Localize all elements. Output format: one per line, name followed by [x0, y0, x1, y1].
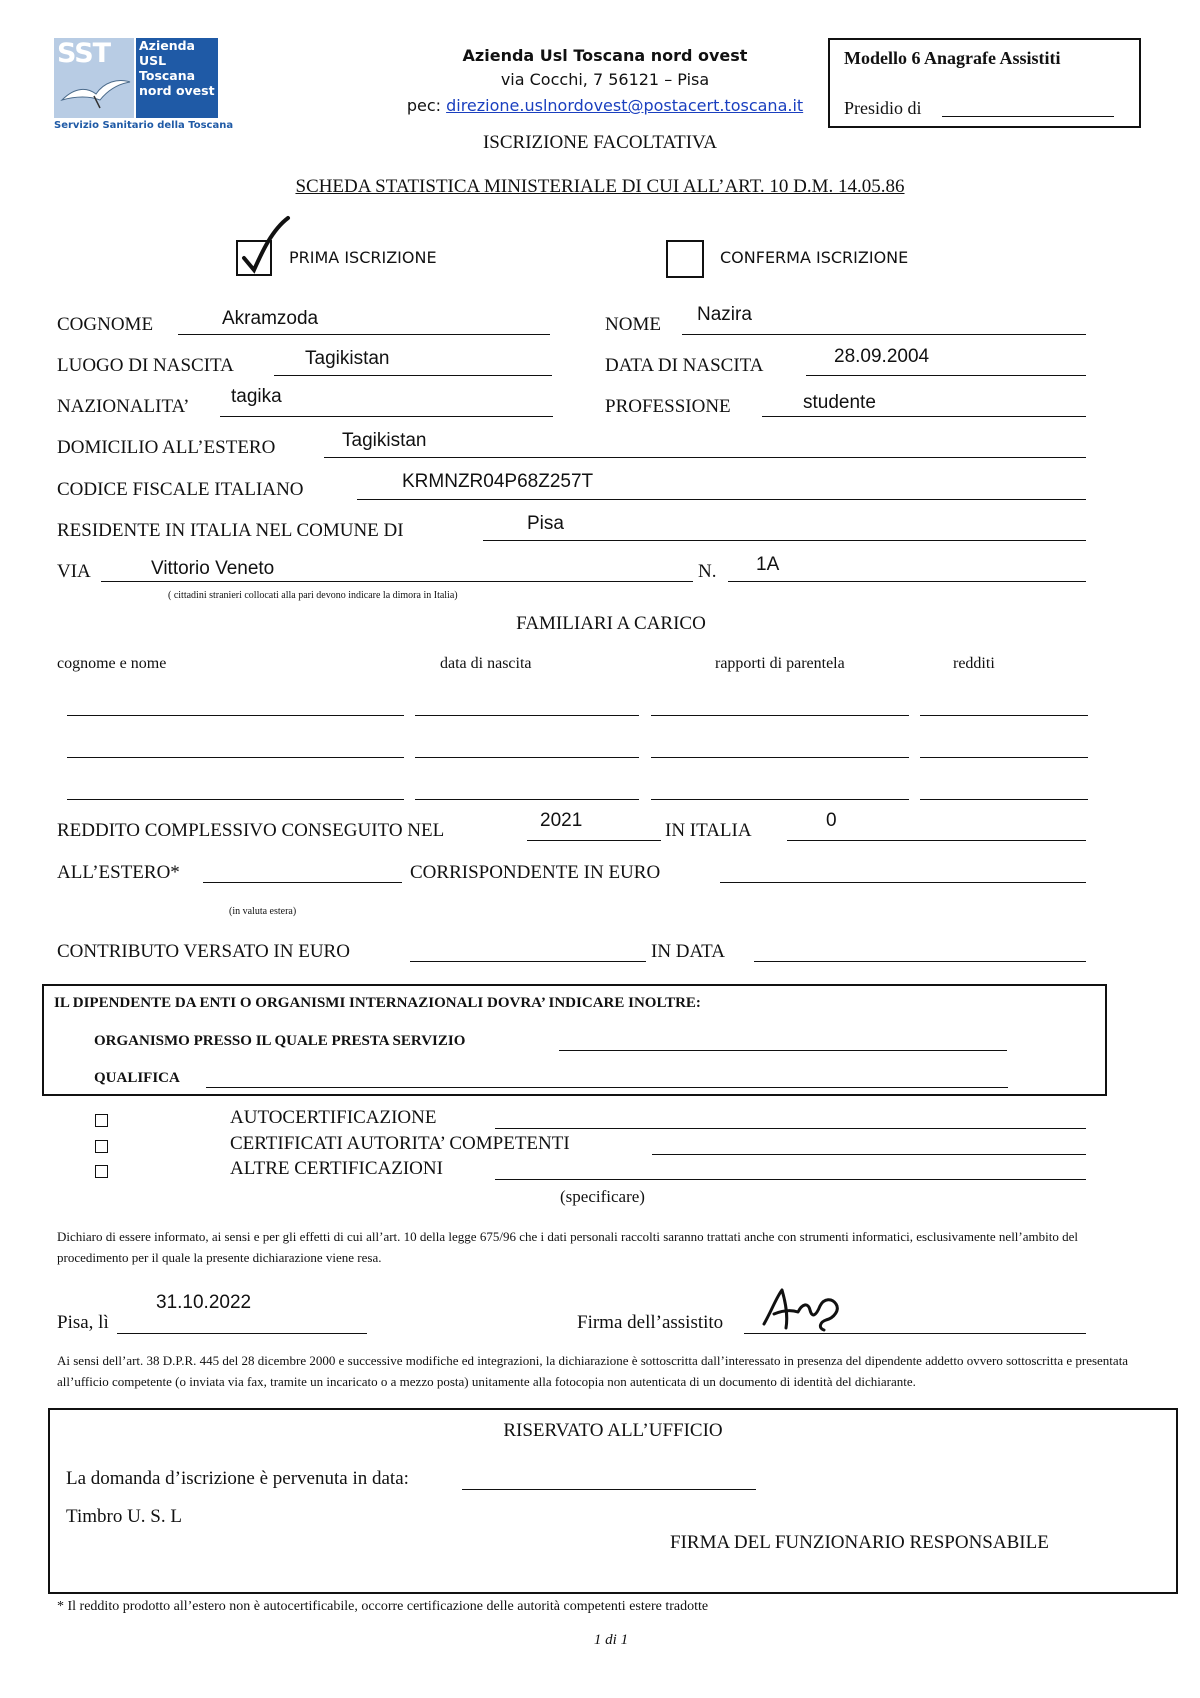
presidio-field[interactable] — [942, 116, 1114, 117]
familiare-data-field[interactable] — [415, 715, 639, 716]
org-name: Azienda Usl Toscana nord ovest — [462, 46, 748, 65]
logo-sst-text: SST — [57, 38, 111, 69]
logo-line: USL — [139, 53, 167, 68]
logo-caption: Servizio Sanitario della Toscana — [54, 120, 234, 131]
nome-label: NOME — [605, 314, 661, 335]
codice-fiscale-field[interactable] — [357, 499, 1086, 500]
logo-bird-panel — [54, 38, 134, 118]
signature-mark — [758, 1280, 848, 1336]
certificati-autorita-checkbox[interactable] — [95, 1140, 108, 1153]
familiare-data-field[interactable] — [415, 757, 639, 758]
data-nascita-field[interactable] — [806, 375, 1086, 376]
via-note: ( cittadini stranieri collocati alla pari devono indicare la dimora in Italia) — [168, 590, 458, 601]
iscrizione-title: ISCRIZIONE FACOLTATIVA — [482, 132, 718, 153]
nome-field[interactable] — [682, 334, 1086, 335]
luogo-data-label: Pisa, lì — [57, 1312, 109, 1333]
nome-value: Nazira — [697, 304, 752, 325]
data-firma-field[interactable] — [117, 1333, 367, 1334]
ai-sensi-paragraph: Ai sensi dell’art. 38 D.P.R. 445 del 28 dicembre 2000 e successive modifiche ed integrazioni, la dichiarazione è sottoscritta dall’interessato in presenza del dipendente addetto ovvero sottoscritta e presentata all’ufficio competente (o inviata via fax, tramite un incaricato o a mezzo posta) unitamente alla fotocopia non autenticata di un documento di identità del dichiarante. — [57, 1353, 1129, 1389]
logo-line: Toscana — [139, 68, 196, 83]
logo-line: nord ovest — [139, 83, 215, 98]
cognome-value: Akramzoda — [222, 308, 319, 329]
funzionario-label: FIRMA DEL FUNZIONARIO RESPONSABILE — [670, 1532, 1049, 1553]
contributo-label: CONTRIBUTO VERSATO IN EURO — [57, 941, 350, 962]
residente-label: RESIDENTE IN ITALIA NEL COMUNE DI — [57, 520, 404, 541]
prima-iscrizione-label: PRIMA ISCRIZIONE — [289, 248, 437, 267]
domicilio-value: Tagikistan — [342, 430, 427, 451]
riservato-ufficio-box — [48, 1408, 1178, 1594]
in-italia-value: 0 — [826, 810, 837, 831]
familiare-rapporto-field[interactable] — [651, 799, 909, 800]
model-title: Modello 6 Anagrafe Assistiti — [844, 48, 1061, 68]
familiare-nome-field[interactable] — [67, 799, 404, 800]
footnote: * Il reddito prodotto all’estero non è autocertificabile, occorre certificazione delle autorità competenti estere tradotte — [57, 1599, 709, 1614]
certificati-autorita-label: CERTIFICATI AUTORITA’ COMPETENTI — [230, 1133, 570, 1154]
nazionalita-value: tagika — [231, 386, 282, 407]
via-field[interactable] — [101, 581, 693, 582]
residente-field[interactable] — [483, 540, 1086, 541]
logo-text-panel — [136, 38, 218, 118]
codice-fiscale-value: KRMNZR04P68Z257T — [402, 471, 594, 492]
corrispondente-euro-label: CORRISPONDENTE IN EURO — [410, 862, 661, 883]
altre-certificazioni-checkbox[interactable] — [95, 1165, 108, 1178]
familiare-nome-field[interactable] — [67, 715, 404, 716]
firma-assistito-label: Firma dell’assistito — [577, 1312, 724, 1333]
organismo-field[interactable] — [559, 1050, 1007, 1051]
corrispondente-euro-field[interactable] — [720, 882, 1086, 883]
presidio-label: Presidio di — [844, 98, 922, 118]
reddito-anno-value: 2021 — [540, 810, 583, 831]
nazionalita-field[interactable] — [220, 416, 553, 417]
dipendente-box — [42, 984, 1107, 1096]
col-rapporti: rapporti di parentela — [715, 655, 845, 672]
scheda-title: SCHEDA STATISTICA MINISTERIALE DI CUI ALL’ART. 10 D.M. 14.05.86 — [295, 176, 905, 197]
altre-certificazioni-field[interactable] — [495, 1179, 1086, 1180]
pec-label: pec: — [406, 96, 441, 115]
data-firma-value: 31.10.2022 — [156, 1292, 252, 1313]
autocertificazione-label: AUTOCERTIFICAZIONE — [230, 1107, 437, 1128]
page-number: 1 di 1 — [593, 1632, 629, 1648]
in-italia-field[interactable] — [787, 840, 1086, 841]
autocertificazione-field[interactable] — [495, 1128, 1086, 1129]
dichiaro-paragraph: Dichiaro di essere informato, ai sensi e per gli effetti di cui all’art. 10 della legge 675/96 che i dati personali raccolti saranno trattati anche con strumenti informatici, esclusivamente nell’ambito del procedimento per il quale la presente dichiarazione viene resa. — [57, 1229, 1078, 1265]
pec-email-link[interactable]: direzione.uslnordovest@postacert.toscana.it — [446, 96, 804, 115]
familiare-nome-field[interactable] — [67, 757, 404, 758]
riservato-title: RISERVATO ALL’UFFICIO — [503, 1420, 723, 1441]
luogo-nascita-label: LUOGO DI NASCITA — [57, 355, 234, 376]
dipendente-title: IL DIPENDENTE DA ENTI O ORGANISMI INTERNAZIONALI DOVRA’ INDICARE INOLTRE: — [54, 995, 701, 1011]
in-data-field[interactable] — [754, 961, 1086, 962]
conferma-iscrizione-label: CONFERMA ISCRIZIONE — [720, 248, 909, 267]
data-nascita-label: DATA DI NASCITA — [605, 355, 764, 376]
numero-label: N. — [698, 561, 717, 582]
data-nascita-value: 28.09.2004 — [834, 346, 930, 367]
luogo-nascita-field[interactable] — [274, 375, 552, 376]
codice-fiscale-label: CODICE FISCALE ITALIANO — [57, 479, 304, 500]
reddito-anno-field[interactable] — [527, 840, 661, 841]
logo-line: Azienda — [139, 38, 195, 53]
familiare-reddito-field[interactable] — [920, 757, 1088, 758]
timbro-label: Timbro U. S. L — [66, 1506, 182, 1527]
estero-label: ALL’ESTERO* — [57, 862, 180, 883]
estero-field[interactable] — [203, 882, 402, 883]
nazionalita-label: NAZIONALITA’ — [57, 396, 190, 417]
organismo-label: ORGANISMO PRESSO IL QUALE PRESTA SERVIZIO — [94, 1033, 466, 1049]
familiare-reddito-field[interactable] — [920, 715, 1088, 716]
familiare-rapporto-field[interactable] — [651, 715, 909, 716]
familiare-data-field[interactable] — [415, 799, 639, 800]
in-data-label: IN DATA — [651, 941, 725, 962]
familiare-reddito-field[interactable] — [920, 799, 1088, 800]
cognome-label: COGNOME — [57, 314, 154, 335]
residente-value: Pisa — [527, 513, 564, 534]
valuta-note: (in valuta estera) — [229, 906, 297, 917]
domicilio-field[interactable] — [324, 457, 1086, 458]
professione-value: studente — [803, 392, 876, 413]
col-data-nascita: data di nascita — [440, 655, 532, 672]
altre-certificazioni-label: ALTRE CERTIFICAZIONI — [230, 1158, 443, 1179]
qualifica-label: QUALIFICA — [94, 1070, 180, 1086]
professione-label: PROFESSIONE — [605, 396, 731, 417]
pec-line — [405, 96, 805, 115]
pervenuta-label: La domanda d’iscrizione è pervenuta in data: — [66, 1468, 409, 1489]
specificare-label: (specificare) — [560, 1187, 645, 1206]
domicilio-label: DOMICILIO ALL’ESTERO — [57, 437, 276, 458]
model-box — [828, 38, 1141, 128]
familiari-title: FAMILIARI A CARICO — [516, 613, 706, 634]
col-redditi: redditi — [953, 655, 995, 672]
professione-field[interactable] — [762, 416, 1086, 417]
luogo-nascita-value: Tagikistan — [305, 348, 390, 369]
in-italia-label: IN ITALIA — [665, 820, 752, 841]
via-label: VIA — [57, 561, 91, 582]
asl-logo — [54, 38, 234, 131]
pervenuta-field[interactable] — [462, 1489, 756, 1490]
col-cognome-nome: cognome e nome — [57, 655, 167, 672]
numero-field[interactable] — [728, 581, 1086, 582]
contributo-field[interactable] — [410, 961, 646, 962]
checkmark-icon — [236, 212, 296, 282]
cognome-field[interactable] — [178, 334, 550, 335]
reddito-label: REDDITO COMPLESSIVO CONSEGUITO NEL — [57, 820, 445, 841]
org-address: via Cocchi, 7 56121 – Pisa — [500, 70, 710, 89]
autocertificazione-checkbox[interactable] — [95, 1114, 108, 1127]
familiare-rapporto-field[interactable] — [651, 757, 909, 758]
numero-value: 1A — [756, 554, 780, 575]
certificati-autorita-field[interactable] — [652, 1154, 1086, 1155]
seagull-icon — [54, 38, 134, 118]
conferma-iscrizione-checkbox[interactable] — [666, 240, 704, 278]
via-value: Vittorio Veneto — [151, 558, 275, 579]
prima-iscrizione-checkbox[interactable] — [236, 240, 272, 276]
qualifica-field[interactable] — [206, 1087, 1008, 1088]
